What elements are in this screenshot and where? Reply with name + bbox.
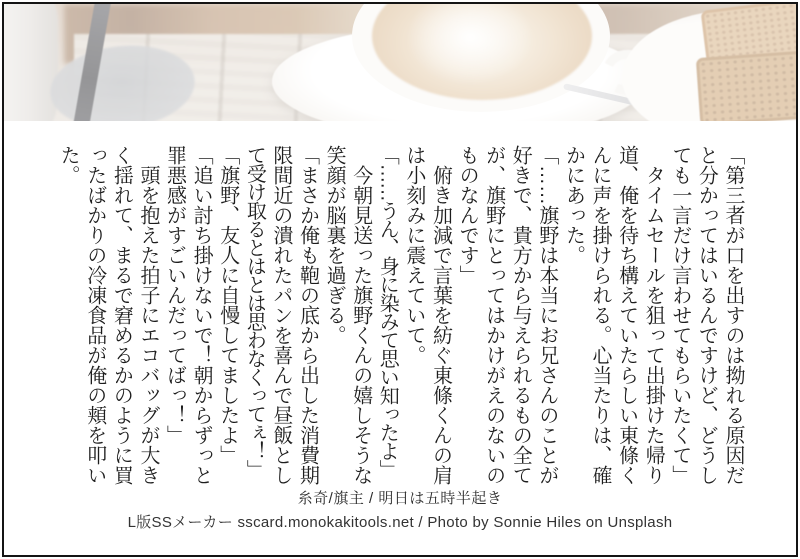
- story-line: 道、俺を待ち構えていたらしい東條く: [615, 145, 638, 485]
- story-line: 限間近の潰れたパンを喜んで昼飯とし: [269, 145, 292, 485]
- header-photo: [4, 4, 796, 121]
- story-line: タイムセールを狙って出掛けた帰り: [642, 145, 665, 485]
- story-line: んに声を掛けられる。心当たりは、確: [589, 145, 612, 485]
- story-line: ったばかりの冷凍食品が俺の頬を叩い: [83, 145, 106, 485]
- story-line: 好きで、貴方から与えられるもの全て: [509, 145, 532, 485]
- story-line: 「……うん、身に染みて思い知ったよ」: [376, 145, 399, 478]
- story-line: 笑顔が脳裏を過ぎる。: [323, 145, 346, 345]
- card-footer: [4, 491, 796, 530]
- story-line: と分かってはいるんですけど、どうし: [695, 145, 718, 485]
- story-line: は小刻みに震えていて。: [402, 145, 425, 365]
- story-line: た。: [57, 145, 80, 185]
- photo-white-overlay: [4, 4, 796, 121]
- story-line: 「……旗野は本当にお兄さんのことが: [535, 145, 558, 485]
- story-line: 俯き加減で言葉を紡ぐ東條くんの肩: [429, 145, 452, 485]
- story-line: ものなんです」: [456, 145, 479, 285]
- story-line: く揺れて、まるで窘めるかのように買: [110, 145, 133, 485]
- story-line: 今朝見送った旗野くんの嬉しそうな: [349, 145, 372, 485]
- story-text: [55, 145, 746, 485]
- story-line: かにあった。: [562, 145, 585, 265]
- story-card: [2, 2, 798, 557]
- story-line: 罪悪感がすごいんだってばっ！」: [163, 145, 186, 445]
- story-line: ても一言だけ言わせてもらいたくて」: [668, 145, 691, 485]
- story-line: 「旗野、友人に自慢してましたよ」: [216, 145, 239, 465]
- story-line: 「まさか俺も鞄の底から出した消費期: [296, 145, 319, 485]
- story-line: 頭を抱えた拍子にエコバッグが大き: [136, 145, 159, 485]
- story-line: 「第三者が口を出すのは拗れる原因だ: [722, 145, 744, 485]
- footer-credit: L版SSメーカー sscard.monokakitools.net / Photo by Sonnie Hiles on Unsplash: [127, 514, 673, 531]
- story-line: が、旗野にとってはかけがえのないの: [482, 145, 505, 485]
- story-line: て受け取るとはとは思わなくってぇ！」: [243, 145, 266, 478]
- story-line: 「追い討ち掛けないで！朝からずっと: [190, 145, 213, 485]
- footer-caption: 糸奇/旗主 / 明日は五時半起き: [297, 490, 503, 507]
